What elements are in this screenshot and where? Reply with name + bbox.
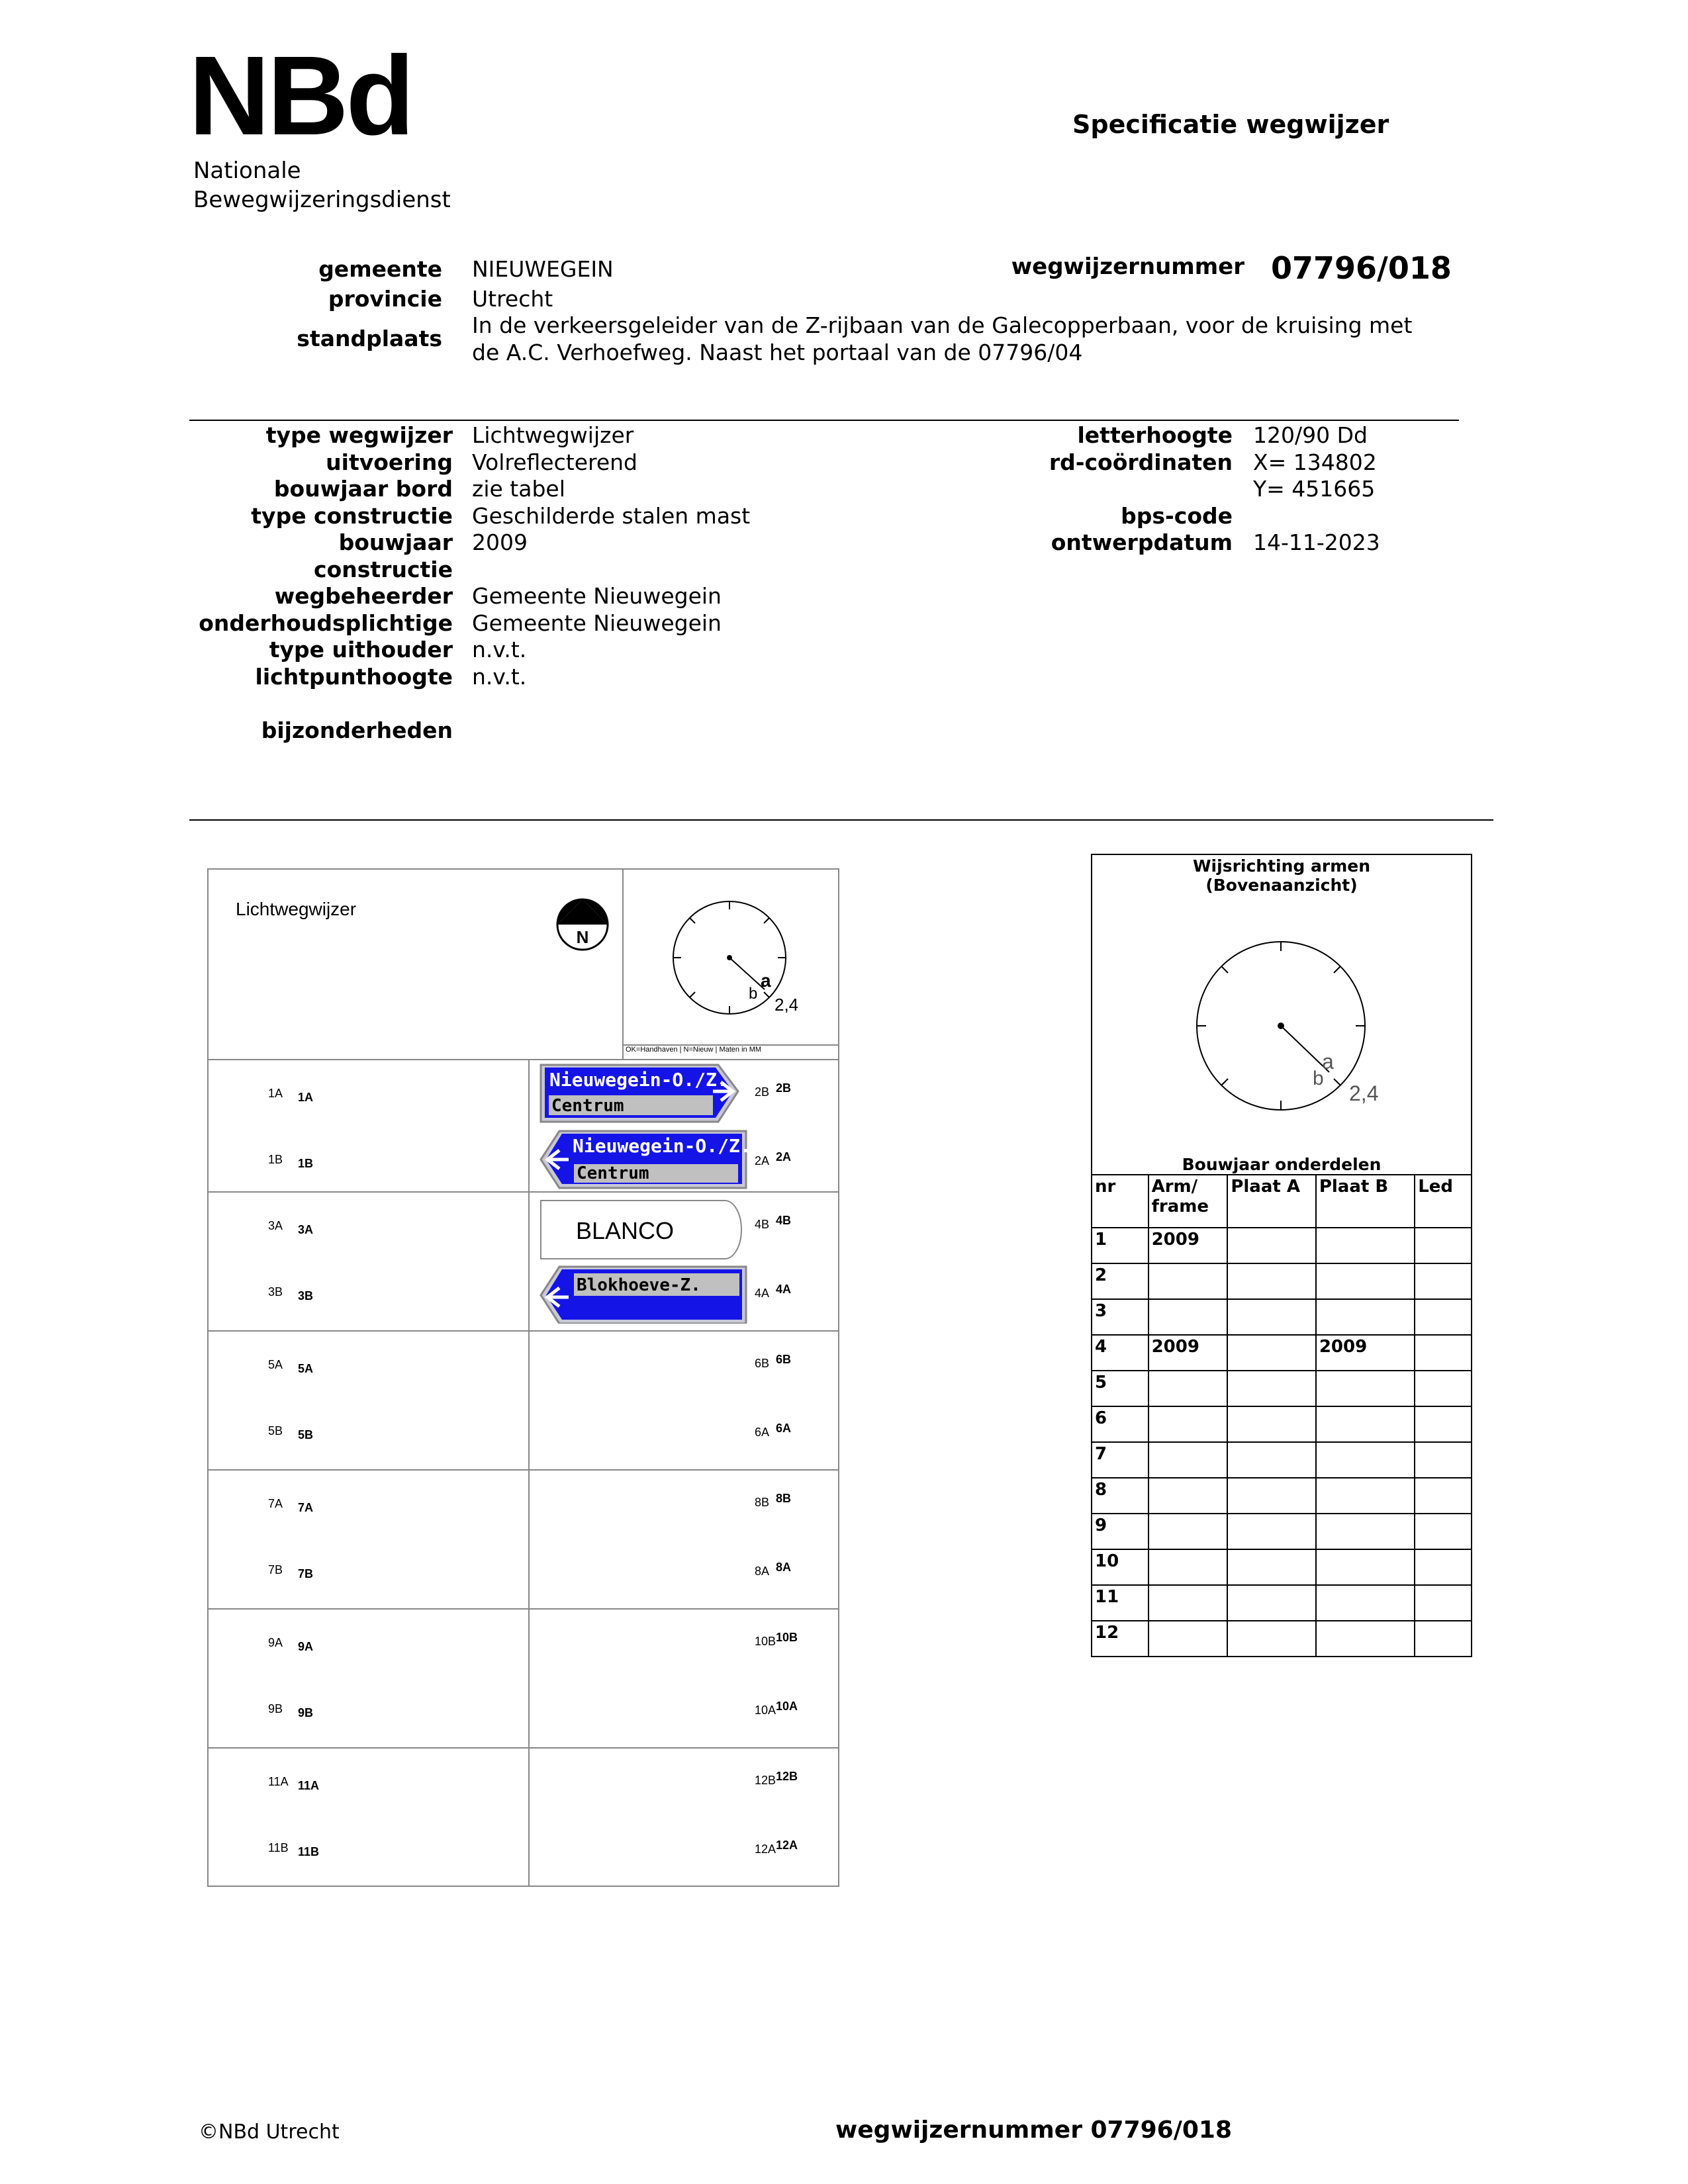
position-label: 3A <box>298 1223 314 1236</box>
spec-left-label: type wegwijzer <box>265 422 453 448</box>
logo-line2: Bewegwijzeringsdienst <box>193 187 451 213</box>
logo-nbd: NBd <box>189 33 412 159</box>
sign2-line1: Nieuwegein-O./Z. <box>573 1135 751 1157</box>
position-label: 1A <box>298 1091 314 1104</box>
cell-nr: 11 <box>1092 1585 1149 1621</box>
table-row <box>1092 1442 1472 1478</box>
cell-b <box>1316 1478 1415 1514</box>
cell-led <box>1415 1442 1472 1478</box>
cell-b: 2009 <box>1316 1335 1415 1371</box>
cell-b <box>1316 1228 1415 1263</box>
spec-left-row <box>192 502 854 529</box>
header-arm <box>1149 1175 1228 1228</box>
cell-b <box>1316 1299 1415 1335</box>
sign-group <box>539 1062 751 1324</box>
cell-b <box>1316 1263 1415 1299</box>
cell-led <box>1415 1263 1472 1299</box>
spec-right-row <box>927 529 1456 556</box>
wegwijzernummer-value: 07796/018 <box>1271 250 1452 286</box>
spec-left-value: n.v.t. <box>472 637 527 662</box>
cell-arm: 2009 <box>1149 1228 1228 1263</box>
position-label: 6A <box>776 1422 792 1435</box>
sign3-text: BLANCO <box>576 1217 675 1244</box>
wijsrichting-title <box>1091 856 1472 895</box>
cell-a <box>1227 1299 1316 1335</box>
sign1-line2: Centrum <box>551 1096 624 1116</box>
cell-led <box>1415 1549 1472 1585</box>
cell-arm <box>1149 1263 1228 1299</box>
wijsrichting-dial-icon <box>1185 936 1403 1128</box>
header-arm-line2: frame <box>1151 1197 1209 1216</box>
spec-left-value: Geschilderde stalen mast <box>472 502 751 529</box>
position-label: 3B <box>298 1289 314 1302</box>
spec-right-row <box>927 422 1456 449</box>
position-label: 4A <box>755 1287 770 1300</box>
cell-arm <box>1149 1371 1228 1406</box>
table-row <box>1092 1478 1472 1514</box>
spec-left-row <box>192 529 854 556</box>
position-label: 11B <box>298 1845 320 1858</box>
position-label: 9A <box>268 1636 283 1649</box>
wijsrichting-b: b <box>1313 1068 1324 1089</box>
spec-left-label: bouwjaar <box>338 529 453 555</box>
logo-line1: Nationale <box>193 158 301 184</box>
header-nr: nr <box>1092 1175 1149 1228</box>
cell-arm <box>1149 1514 1228 1549</box>
cell-a <box>1227 1371 1316 1406</box>
document-title: Specificatie wegwijzer <box>1072 110 1389 139</box>
position-label: 5B <box>298 1428 314 1441</box>
position-label: 5A <box>268 1358 283 1371</box>
cell-a <box>1227 1335 1316 1371</box>
cell-arm <box>1149 1478 1228 1514</box>
position-label: 3A <box>268 1219 283 1232</box>
cell-led <box>1415 1514 1472 1549</box>
cell-b <box>1316 1371 1415 1406</box>
position-label: 5B <box>268 1424 283 1437</box>
cell-a <box>1227 1478 1316 1514</box>
position-label: 11B <box>268 1841 289 1854</box>
cell-arm <box>1149 1621 1228 1657</box>
cell-a <box>1227 1514 1316 1549</box>
position-label: 6A <box>755 1426 770 1439</box>
spec-left-row <box>192 449 854 476</box>
table-row <box>1092 1514 1472 1549</box>
divider-bottom <box>189 819 1493 821</box>
spec-left-row <box>192 475 854 502</box>
small-dial-value: 2,4 <box>774 995 799 1015</box>
sign-blanco <box>541 1201 741 1259</box>
table-header-row <box>1092 1175 1472 1228</box>
sign-nieuwegein-right <box>541 1065 738 1122</box>
drawing-title: Lichtwegwijzer <box>236 899 357 919</box>
wijsrichting-value: 2,4 <box>1349 1081 1379 1105</box>
cell-a <box>1227 1228 1316 1263</box>
position-label: 7A <box>298 1501 314 1514</box>
cell-nr: 5 <box>1092 1371 1149 1406</box>
spec-left-value: zie tabel <box>472 476 565 502</box>
wijsrichting-a: a <box>1322 1050 1334 1073</box>
spec-left-value: Lichtwegwijzer <box>472 422 634 448</box>
cell-b <box>1316 1514 1415 1549</box>
spec-left-value: Volreflecterend <box>472 449 637 475</box>
position-label: 1A <box>268 1087 283 1100</box>
position-label: 2A <box>776 1150 792 1163</box>
cell-a <box>1227 1585 1316 1621</box>
table-row <box>1092 1335 1472 1371</box>
north-arrow-icon <box>555 897 610 952</box>
spec-right-row <box>927 502 1456 529</box>
standplaats-line2: de A.C. Verhoefweg. Naast het portaal van de 07796/04 <box>472 340 1083 365</box>
grid-hline <box>207 1059 839 1060</box>
position-label: 9B <box>268 1702 283 1715</box>
cell-arm <box>1149 1442 1228 1478</box>
cell-a <box>1227 1406 1316 1442</box>
grid-vline-top <box>622 868 624 1059</box>
spec-left-label: uitvoering <box>326 449 453 475</box>
spec-left-value: n.v.t. <box>472 663 527 690</box>
cell-b <box>1316 1585 1415 1621</box>
cell-nr: 8 <box>1092 1478 1149 1514</box>
spec-left-row <box>192 636 854 663</box>
position-label: 8A <box>755 1565 770 1578</box>
wijsrichting-title2: (Bovenaanzicht) <box>1205 876 1358 895</box>
position-label: 4B <box>755 1218 770 1231</box>
cell-led <box>1415 1478 1472 1514</box>
sign-blokhoeve-left <box>541 1267 746 1324</box>
position-label: 11A <box>298 1779 320 1792</box>
cell-a <box>1227 1263 1316 1299</box>
cell-nr: 4 <box>1092 1335 1149 1371</box>
position-label: 10A <box>776 1700 798 1713</box>
position-label: 12A <box>776 1839 798 1852</box>
cell-a <box>1227 1621 1316 1657</box>
footer-wegwijzernummer: wegwijzernummer 07796/018 <box>835 2116 1233 2144</box>
header-plaat-b: Plaat B <box>1316 1175 1415 1228</box>
spec-right-label: letterhoogte <box>1077 422 1233 448</box>
cell-arm <box>1149 1585 1228 1621</box>
small-dial-b: b <box>749 985 758 1003</box>
cell-b <box>1316 1621 1415 1657</box>
position-label: 3B <box>268 1285 283 1298</box>
cell-nr: 3 <box>1092 1299 1149 1335</box>
position-label: 10B <box>755 1635 776 1648</box>
cell-a <box>1227 1549 1316 1585</box>
sign1-line1: Nieuwegein-O./Z. <box>549 1069 728 1091</box>
cell-nr: 12 <box>1092 1621 1149 1657</box>
spec-right-value: X= 134802 <box>1253 449 1377 475</box>
spec-right-row <box>927 475 1456 502</box>
divider-top <box>189 420 1459 421</box>
position-label: 2A <box>755 1154 770 1167</box>
spec-left-value: Gemeente Nieuwegein <box>472 583 722 609</box>
cell-arm <box>1149 1299 1228 1335</box>
header-led: Led <box>1415 1175 1472 1228</box>
spec-left-row <box>192 556 854 583</box>
cell-b <box>1316 1549 1415 1585</box>
spec-left-label: bouwjaar bord <box>273 476 453 502</box>
position-label: 12B <box>776 1770 798 1783</box>
cell-led <box>1415 1621 1472 1657</box>
cell-a <box>1227 1442 1316 1478</box>
north-label: N <box>576 927 589 947</box>
position-label: 10A <box>755 1704 776 1717</box>
cell-led <box>1415 1371 1472 1406</box>
table-row <box>1092 1228 1472 1263</box>
spec-left-row <box>192 663 854 690</box>
position-label: 2B <box>755 1085 770 1099</box>
table-row <box>1092 1371 1472 1406</box>
cell-nr: 10 <box>1092 1549 1149 1585</box>
cell-led <box>1415 1228 1472 1263</box>
position-label: 12B <box>755 1774 776 1787</box>
gemeente-label: gemeente <box>318 256 442 282</box>
bijzonderheden-label: bijzonderheden <box>261 717 453 743</box>
wegwijzernummer-label: wegwijzernummer <box>1011 253 1244 280</box>
gemeente-value: NIEUWEGEIN <box>472 256 614 282</box>
position-label: 10B <box>776 1631 798 1644</box>
position-label: 6B <box>776 1353 792 1366</box>
spec-right-row <box>927 449 1456 476</box>
standplaats-line1: In de verkeersgeleider van de Z-rijbaan van de Galecopperbaan, voor de kruising met <box>472 312 1413 338</box>
grid-vline-main <box>528 1059 530 1887</box>
specs-right <box>927 422 1456 556</box>
position-label: 8A <box>776 1561 792 1574</box>
cell-led <box>1415 1335 1472 1371</box>
sign4-text: Blokhoeve-Z. <box>577 1275 701 1295</box>
grid-hline <box>207 1469 839 1471</box>
position-label: 2B <box>776 1081 792 1095</box>
cell-led <box>1415 1299 1472 1335</box>
spec-right-value: 120/90 Dd <box>1253 422 1368 448</box>
cell-arm <box>1149 1406 1228 1442</box>
position-label: 5A <box>298 1362 314 1375</box>
cell-nr: 2 <box>1092 1263 1149 1299</box>
position-label: 7B <box>268 1563 283 1576</box>
spec-left-value: 2009 <box>472 529 528 555</box>
table-row <box>1092 1406 1472 1442</box>
cell-nr: 6 <box>1092 1406 1149 1442</box>
position-label: 7A <box>268 1497 283 1510</box>
position-label: 1B <box>268 1153 283 1166</box>
position-label: 11A <box>268 1775 289 1788</box>
cell-arm: 2009 <box>1149 1335 1228 1371</box>
table-row <box>1092 1621 1472 1657</box>
bouwjaar-title: Bouwjaar onderdelen <box>1182 1155 1382 1174</box>
small-dial-icon <box>665 897 811 1036</box>
cell-b <box>1316 1442 1415 1478</box>
spec-right-label: bps-code <box>1121 502 1233 529</box>
specs-left <box>192 422 854 690</box>
position-label: 4A <box>776 1283 792 1296</box>
spec-left-label: type constructie <box>251 502 453 529</box>
grid-hline <box>207 1608 839 1610</box>
table-row <box>1092 1585 1472 1621</box>
table-row <box>1092 1299 1472 1335</box>
legend-strip: OK=Handhaven | N=Nieuw | Maten in MM <box>626 1046 762 1054</box>
small-dial-a: a <box>761 970 771 991</box>
spec-left-label: onderhoudsplichtige <box>199 610 453 636</box>
provincie-label: provincie <box>328 286 442 312</box>
position-label: 8B <box>755 1496 770 1509</box>
position-label: 4B <box>776 1214 792 1227</box>
position-label: 9A <box>298 1640 314 1653</box>
position-label: 9B <box>298 1706 314 1719</box>
position-label: 12A <box>755 1843 776 1856</box>
header-arm-line1: Arm/ <box>1151 1177 1198 1197</box>
spec-left-row <box>192 582 854 610</box>
cell-led <box>1415 1406 1472 1442</box>
spec-right-value: 14-11-2023 <box>1253 529 1380 555</box>
cell-b <box>1316 1406 1415 1442</box>
cell-nr: 1 <box>1092 1228 1149 1263</box>
grid-hline <box>207 1747 839 1749</box>
spec-left-label: wegbeheerder <box>274 583 453 609</box>
table-row <box>1092 1549 1472 1585</box>
spec-left-label: lichtpunthoogte <box>255 663 453 690</box>
spec-right-label: rd-coördinaten <box>1049 449 1233 475</box>
spec-left-value: Gemeente Nieuwegein <box>472 610 722 636</box>
wijsrichting-title1: Wijsrichting armen <box>1192 856 1371 876</box>
spec-left-label: constructie <box>314 556 453 582</box>
spec-right-label: ontwerpdatum <box>1051 529 1233 555</box>
spec-left-row <box>192 422 854 449</box>
standplaats-label: standplaats <box>297 326 442 351</box>
position-label: 7B <box>298 1567 314 1580</box>
cell-arm <box>1149 1549 1228 1585</box>
header-plaat-a: Plaat A <box>1227 1175 1316 1228</box>
bouwjaar-table <box>1091 1174 1472 1657</box>
cell-nr: 9 <box>1092 1514 1149 1549</box>
provincie-value: Utrecht <box>472 286 553 312</box>
grid-hline <box>207 1330 839 1332</box>
position-label: 8B <box>776 1492 792 1505</box>
footer-copyright: ©NBd Utrecht <box>199 2120 340 2144</box>
sign-nieuwegein-left <box>541 1131 751 1188</box>
position-label: 1B <box>298 1157 314 1170</box>
cell-led <box>1415 1585 1472 1621</box>
table-row <box>1092 1263 1472 1299</box>
spec-left-row <box>192 610 854 637</box>
cell-nr: 7 <box>1092 1442 1149 1478</box>
position-label: 6B <box>755 1357 770 1370</box>
spec-left-label: type uithouder <box>269 637 453 662</box>
sign2-line2: Centrum <box>577 1163 649 1183</box>
spec-right-value: Y= 451665 <box>1253 476 1376 502</box>
